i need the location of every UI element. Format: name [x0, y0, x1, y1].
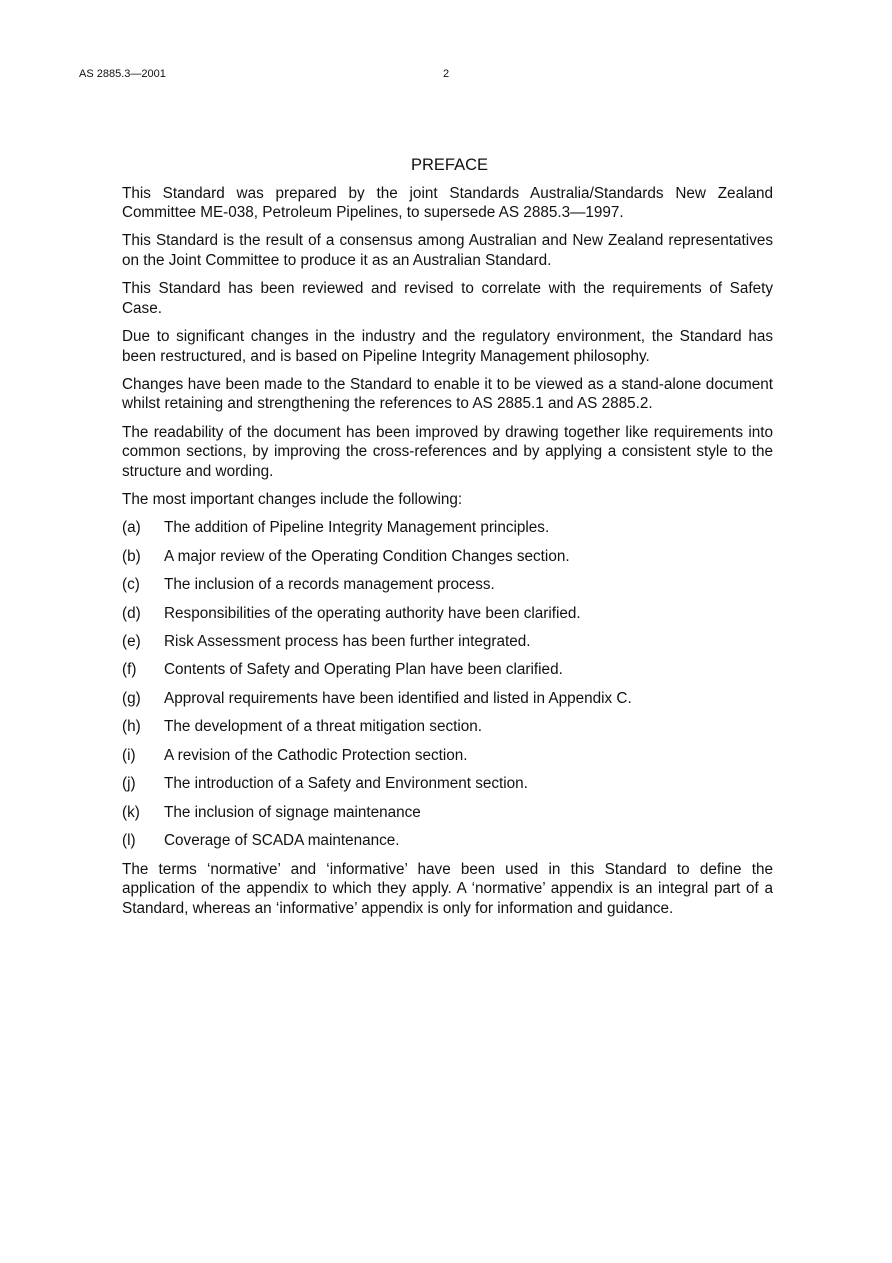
list-marker: (g) [122, 689, 141, 707]
list-marker: (f) [122, 661, 137, 679]
page-number: 2 [442, 68, 450, 80]
paragraph: This Standard is the result of a consensus among Australian and New Zealand representatives on the Joint Committee to produce it as an Australian Standard. [122, 232, 773, 269]
list-item [122, 717, 773, 737]
list-item-text: The addition of Pipeline Integrity Management principles. [164, 519, 550, 537]
list-marker: (d) [122, 604, 141, 622]
list-item-text: Risk Assessment process has been further integrated. [164, 633, 531, 650]
list-item [122, 632, 773, 652]
list-item-text: Approval requirements have been identified and listed in Appendix C. [164, 689, 632, 707]
list-item-text: Coverage of SCADA maintenance. [164, 832, 400, 850]
list-marker: (c) [122, 576, 140, 594]
list-item-text: The inclusion of a records management process. [164, 576, 495, 594]
list-item-text: Responsibilities of the operating authority have been clarified. [164, 604, 581, 622]
list-item [122, 660, 773, 680]
list-marker: (b) [122, 547, 141, 565]
paragraph: The readability of the document has been improved by drawing together like requirements into common sections, by improving the cross-references and by applying a consistent style to the structure and wording. [122, 423, 773, 480]
changes-list [122, 518, 773, 851]
list-marker: (i) [122, 746, 136, 764]
list-item [122, 803, 773, 823]
list-item [122, 604, 773, 624]
list-item-text: Contents of Safety and Operating Plan have been clarified. [164, 661, 563, 679]
list-item-text: The introduction of a Safety and Environment section. [164, 775, 528, 793]
list-item [122, 518, 773, 538]
paragraph: Changes have been made to the Standard to enable it to be viewed as a stand-alone document whilst retaining and strengthening the references to AS 2885.1 and AS 2885.2. [122, 375, 773, 413]
list-marker: (e) [122, 633, 141, 650]
list-marker: (h) [122, 718, 141, 736]
paragraph: This Standard was prepared by the joint Standards Australia/Standards New Zealand Committee ME-038, Petroleum Pipelines, to supersede AS 2885.3—1997. [122, 184, 773, 222]
list-item [122, 774, 773, 794]
list-item [122, 575, 773, 595]
list-item-text: A major review of the Operating Condition Changes section. [164, 547, 570, 565]
list-item-text: The development of a threat mitigation section. [164, 718, 483, 736]
page-title: PREFACE [410, 156, 489, 174]
paragraph: This Standard has been reviewed and revised to correlate with the requirements of Safety Case. [122, 280, 773, 317]
list-marker: (l) [122, 832, 136, 850]
list-item [122, 831, 773, 851]
closing-paragraph: The terms ‘normative’ and ‘informative’ have been used in this Standard to define the application of the appendix to which they apply. A ‘normative’ appendix is an integral part of a Standard, whereas an ‘informative’ appendix is only for information and guidance. [122, 860, 773, 918]
list-marker: (k) [122, 803, 140, 821]
list-item [122, 689, 773, 709]
list-marker: (a) [122, 519, 141, 537]
paragraph: Due to significant changes in the industry and the regulatory environment, the Standard has been restructured, and is based on Pipeline Integrity Management philosophy. [122, 327, 773, 365]
list-marker: (j) [122, 775, 136, 793]
list-intro: The most important changes include the following: [122, 490, 463, 508]
document-body [122, 156, 773, 927]
document-identifier: AS 2885.3—2001 [79, 68, 166, 80]
page-header [0, 68, 892, 84]
list-item [122, 746, 773, 766]
list-item-text: The inclusion of signage maintenance [164, 803, 421, 821]
list-item-text: A revision of the Cathodic Protection section. [164, 746, 468, 764]
list-item [122, 547, 773, 567]
